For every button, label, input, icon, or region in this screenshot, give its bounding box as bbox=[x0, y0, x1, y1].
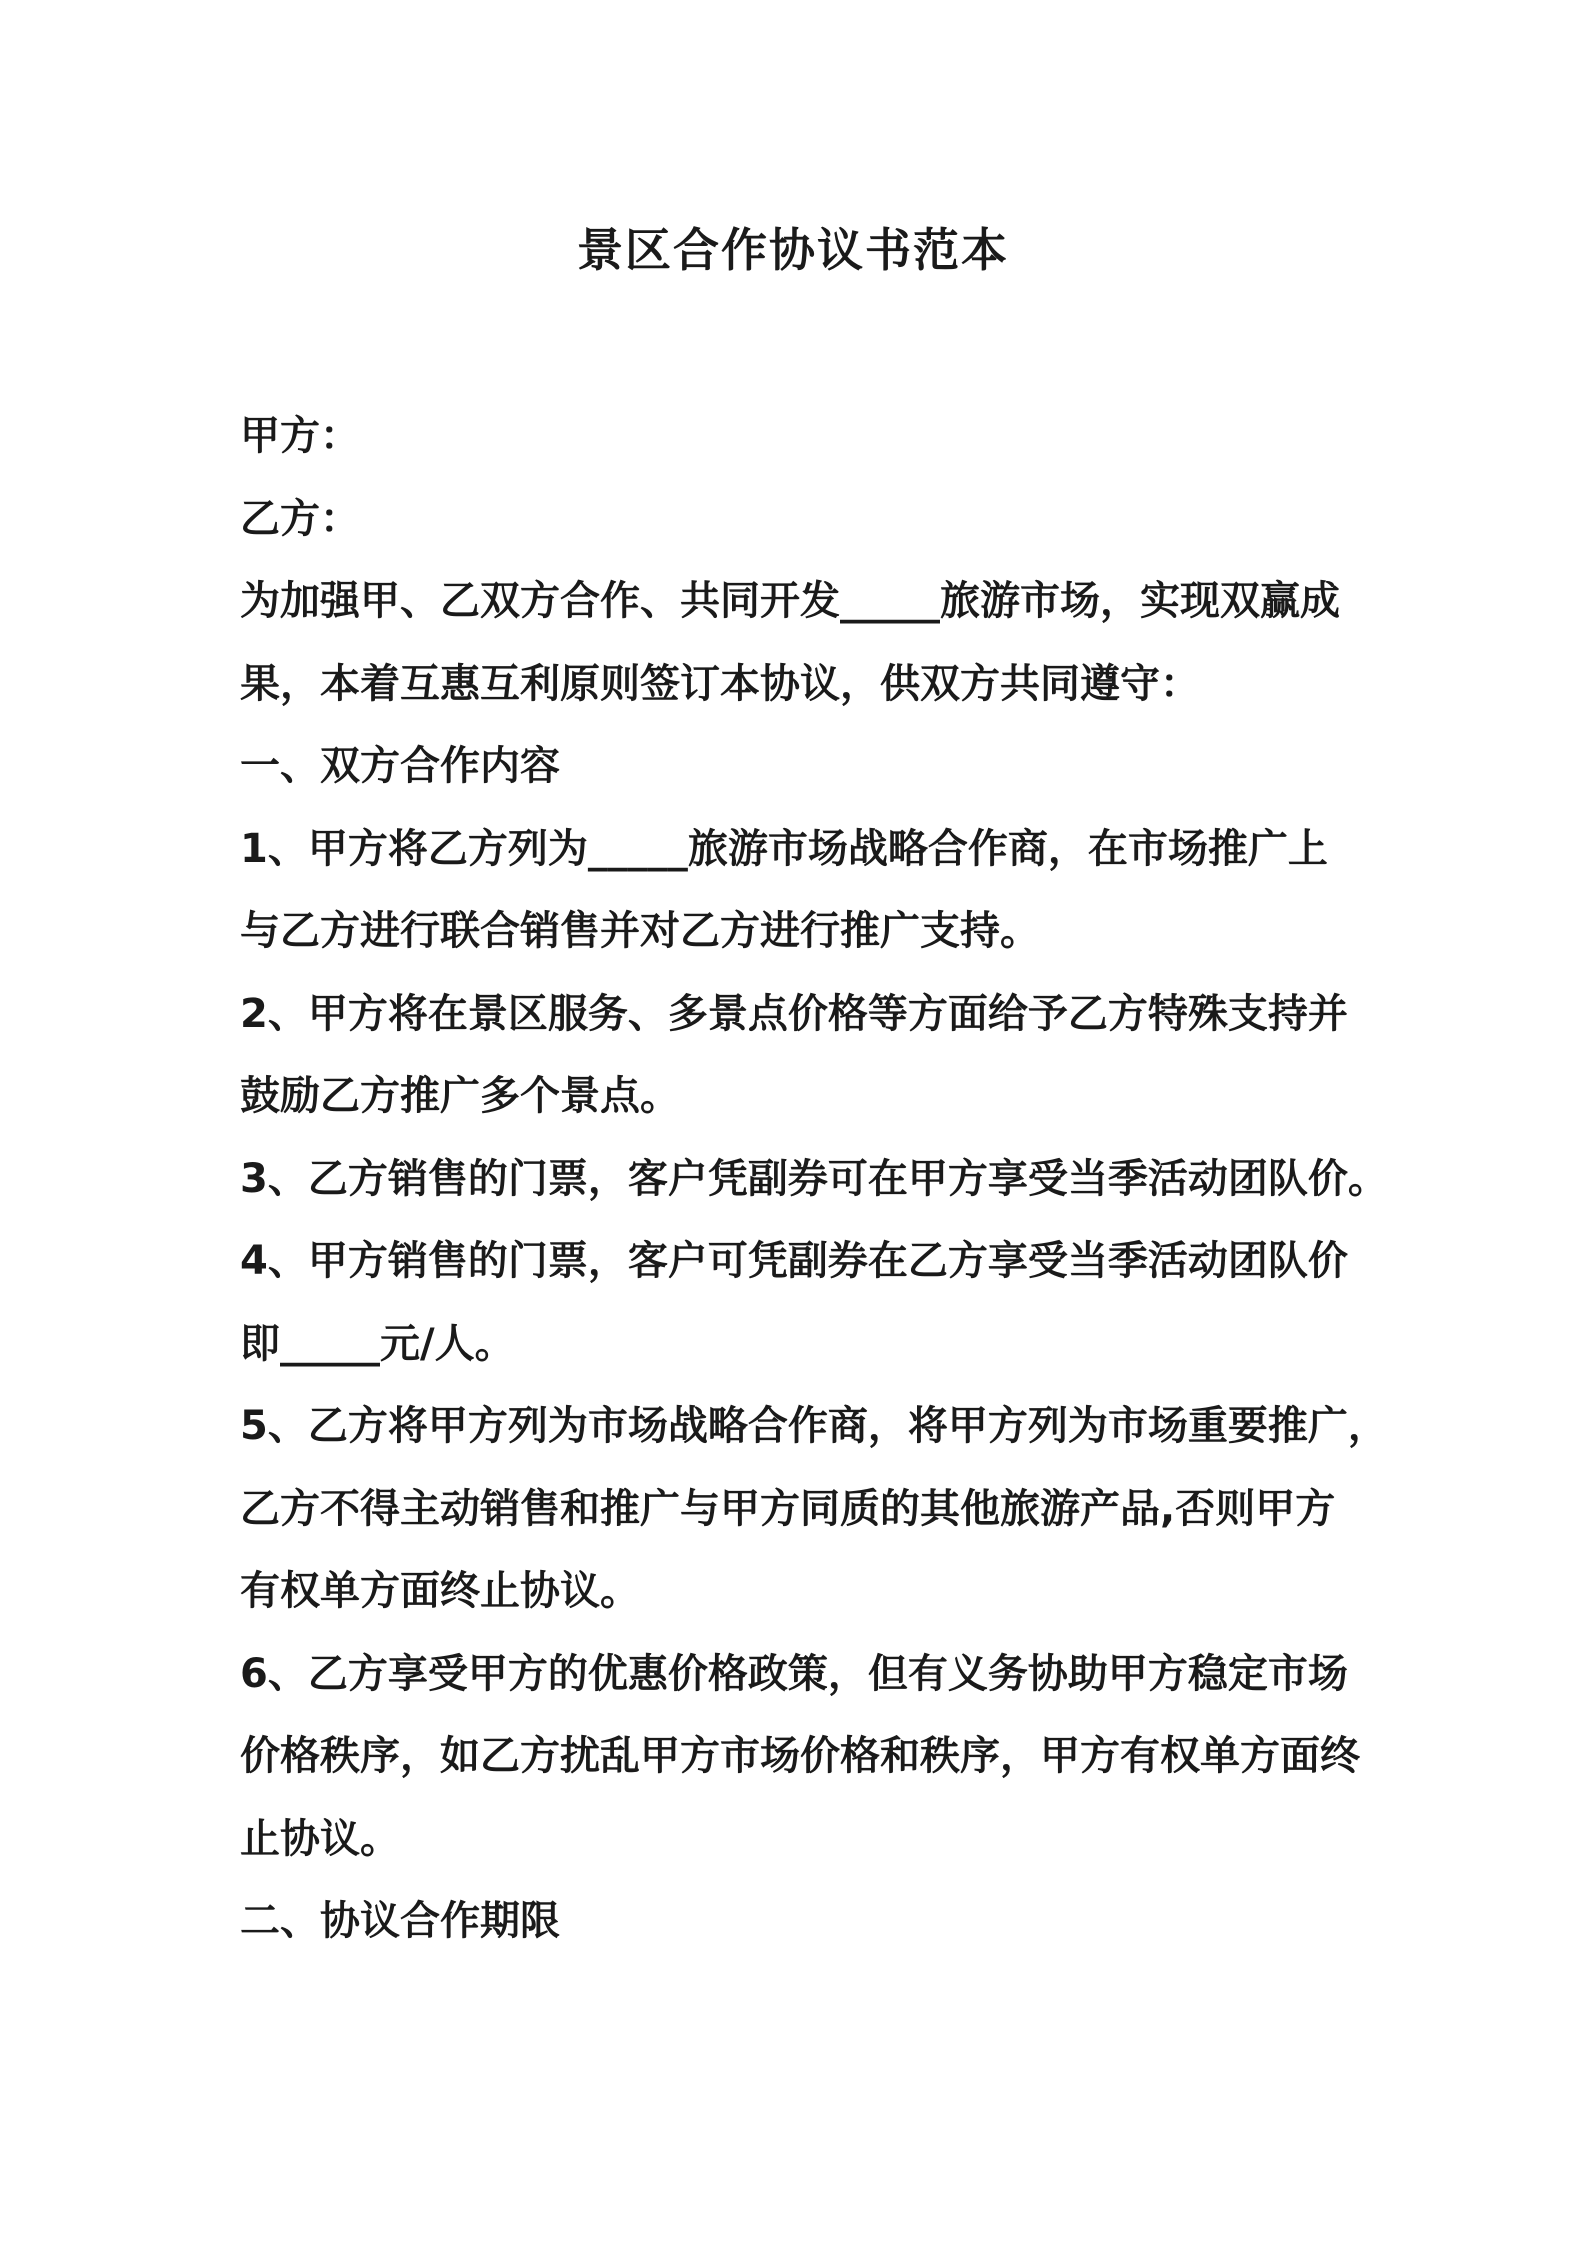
section-heading-1: 一、双方合作内容 bbox=[240, 743, 560, 789]
clause-6-line-1: 6、乙方享受甲方的优惠价格政策，但有义务协助甲方稳定市场 bbox=[240, 1650, 1348, 1697]
preamble-line-2: 果，本着互惠互利原则签订本协议，供双方共同遵守： bbox=[240, 660, 1200, 707]
clause-4-line-2: 即_____元/人。 bbox=[240, 1320, 515, 1367]
clause-3-line-1: 3、乙方销售的门票，客户凭副券可在甲方享受当季活动团队价。 bbox=[240, 1155, 1388, 1202]
party-b-line: 乙方： bbox=[240, 495, 360, 542]
clause-4-line-1: 4、甲方销售的门票，客户可凭副券在乙方享受当季活动团队价 bbox=[240, 1238, 1348, 1284]
clause-6-line-2: 价格秩序，如乙方扰乱甲方市场价格和秩序，甲方有权单方面终 bbox=[240, 1733, 1360, 1779]
clause-5-line-3: 有权单方面终止协议。 bbox=[240, 1568, 640, 1614]
preamble-line-1: 为加强甲、乙双方合作、共同开发_____旅游市场，实现双赢成 bbox=[240, 578, 1340, 624]
clause-2-line-2: 鼓励乙方推广多个景点。 bbox=[240, 1073, 680, 1119]
clause-6-line-3: 止协议。 bbox=[240, 1815, 400, 1862]
document-body bbox=[240, 395, 1388, 1963]
clause-5-line-1: 5、乙方将甲方列为市场战略合作商，将甲方列为市场重要推广， bbox=[240, 1403, 1388, 1449]
clause-2-line-1: 2、甲方将在景区服务、多景点价格等方面给予乙方特殊支持并 bbox=[240, 990, 1348, 1037]
party-a-line: 甲方： bbox=[240, 413, 360, 459]
section-heading-2: 二、协议合作期限 bbox=[240, 1898, 560, 1944]
clause-5-line-2: 乙方不得主动销售和推广与甲方同质的其他旅游产品,否则甲方 bbox=[240, 1485, 1336, 1532]
document-title: 景区合作协议书范本 bbox=[577, 223, 1009, 277]
clause-1-line-2: 与乙方进行联合销售并对乙方进行推广支持。 bbox=[240, 908, 1040, 954]
clause-1-line-1: 1、甲方将乙方列为_____旅游市场战略合作商，在市场推广上 bbox=[240, 825, 1328, 872]
